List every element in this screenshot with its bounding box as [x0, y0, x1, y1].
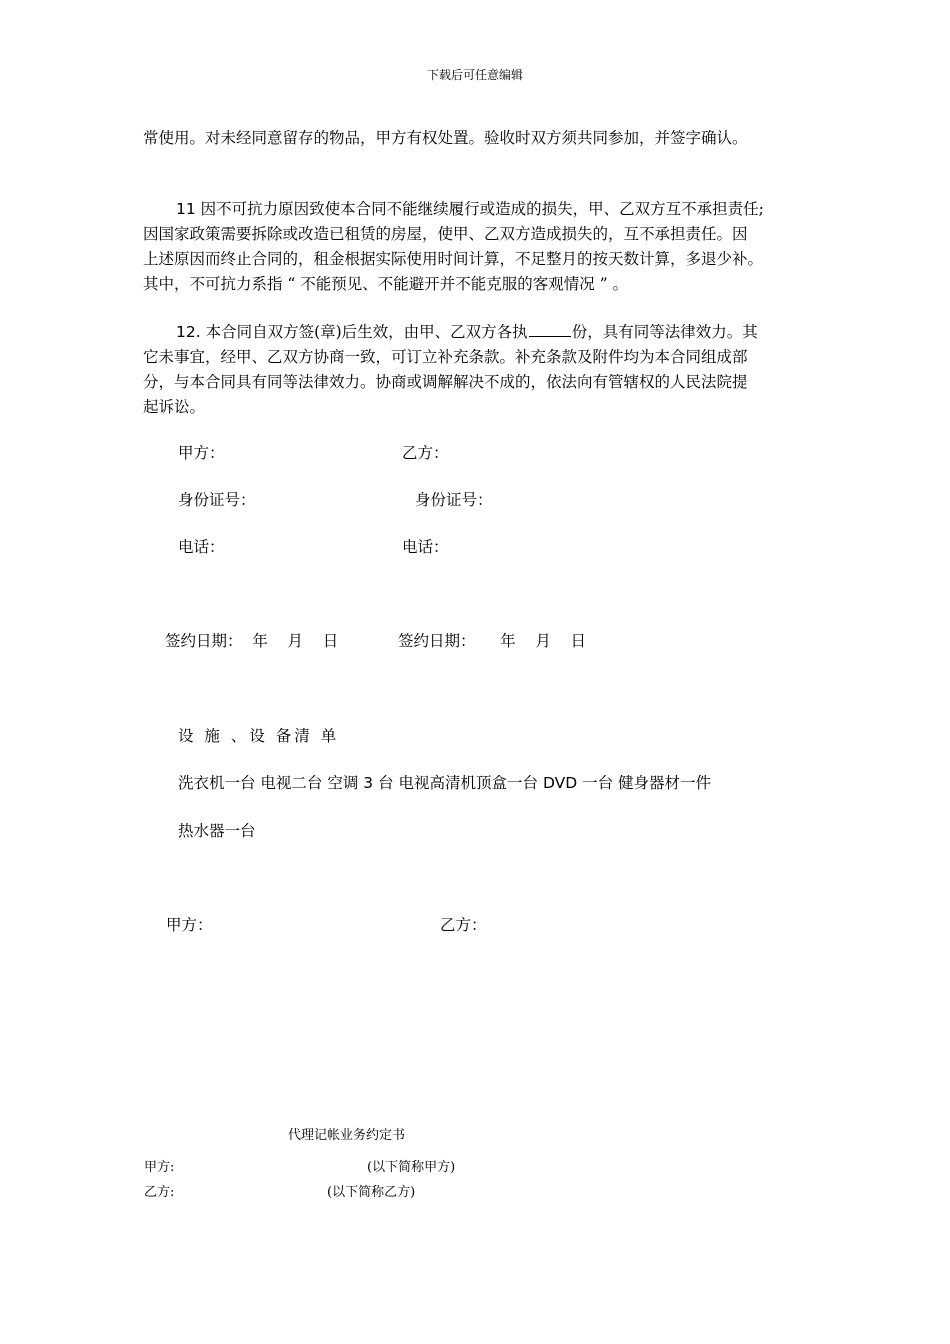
party-a-phone-label: 电话：: [178, 538, 225, 556]
facilities-line-2: 热水器一台: [178, 822, 256, 840]
facilities-text-1d: DVD: [542, 774, 578, 792]
clause-12-line-4: 起诉讼。: [143, 398, 206, 416]
agency-party-b-label: 乙方:: [144, 1185, 175, 1200]
party-b-label: 乙方：: [402, 444, 449, 462]
page-header: 下载后可任意编辑: [426, 68, 523, 82]
facilities-line-1: [178, 771, 711, 796]
clause-12-text-1a: . 本合同自双方签(章)后生效，由甲、乙双方各执: [195, 323, 528, 341]
party-a-id-label: 身份证号：: [178, 491, 256, 509]
clause-10-tail: 常使用。对未经同意留存的物品，甲方有权处置。验收时双方须共同参加，并签字确认。: [143, 129, 748, 147]
clause-12-number: 12: [176, 323, 196, 341]
clause-12-line-1: [176, 320, 758, 345]
agency-party-a-label: 甲方:: [144, 1160, 175, 1175]
agency-party-b-note: (以下简称乙方): [327, 1185, 416, 1200]
clause-11-line-4: 其中，不可抗力系指 “ 不能预见、不能避开并不能克服的客观情况 ” 。: [143, 275, 629, 293]
party-a-label-2: 甲方：: [166, 916, 213, 934]
clause-11-line-2: 因国家政策需要拆除或改造已租赁的房屋，使甲、乙双方造成损失的，互不承担责任。因: [143, 225, 748, 243]
clause-11-line-3: 上述原因而终止合同的，租金根据实际使用时间计算，不足整月的按天数计算，多退少补。: [143, 250, 764, 268]
party-a-sign-date: 签约日期： 年 月 日: [165, 632, 339, 650]
party-b-id-label: 身份证号：: [415, 491, 493, 509]
clause-11-line-1: [176, 197, 764, 222]
agency-agreement-title: 代理记帐业务约定书: [288, 1128, 406, 1143]
facilities-text-1b: 3: [363, 774, 374, 792]
facilities-text-1c: 台 电视高清机顶盒一台: [378, 774, 539, 792]
facilities-text-1a: 洗衣机一台 电视二台 空调: [178, 774, 359, 792]
party-b-label-2: 乙方：: [440, 916, 487, 934]
clause-11-text-1: 因不可抗力原因致使本合同不能继续履行或造成的损失，甲、乙双方互不承担责任;: [200, 200, 764, 218]
facilities-text-1e: 一台 健身器材一件: [582, 774, 712, 792]
clause-12-line-2: 它未事宜，经甲、乙双方协商一致，可订立补充条款。补充条款及附件均为本合同组成部: [143, 348, 748, 366]
party-a-label: 甲方：: [178, 444, 225, 462]
agency-party-a-note: (以下简称甲方): [367, 1160, 456, 1175]
copies-blank: [529, 322, 571, 337]
clause-12-text-1b: 份，具有同等法律效力。其: [571, 323, 758, 341]
party-b-phone-label: 电话：: [402, 538, 449, 556]
facilities-title: 设 施 、设 备清 单: [178, 727, 340, 745]
party-b-sign-date: 签约日期： 年 月 日: [398, 632, 587, 650]
clause-11-number: 11: [176, 200, 196, 218]
clause-12-line-3: 分，与本合同具有同等法律效力。协商或调解解决不成的，依法向有管辖权的人民法院提: [143, 373, 748, 391]
